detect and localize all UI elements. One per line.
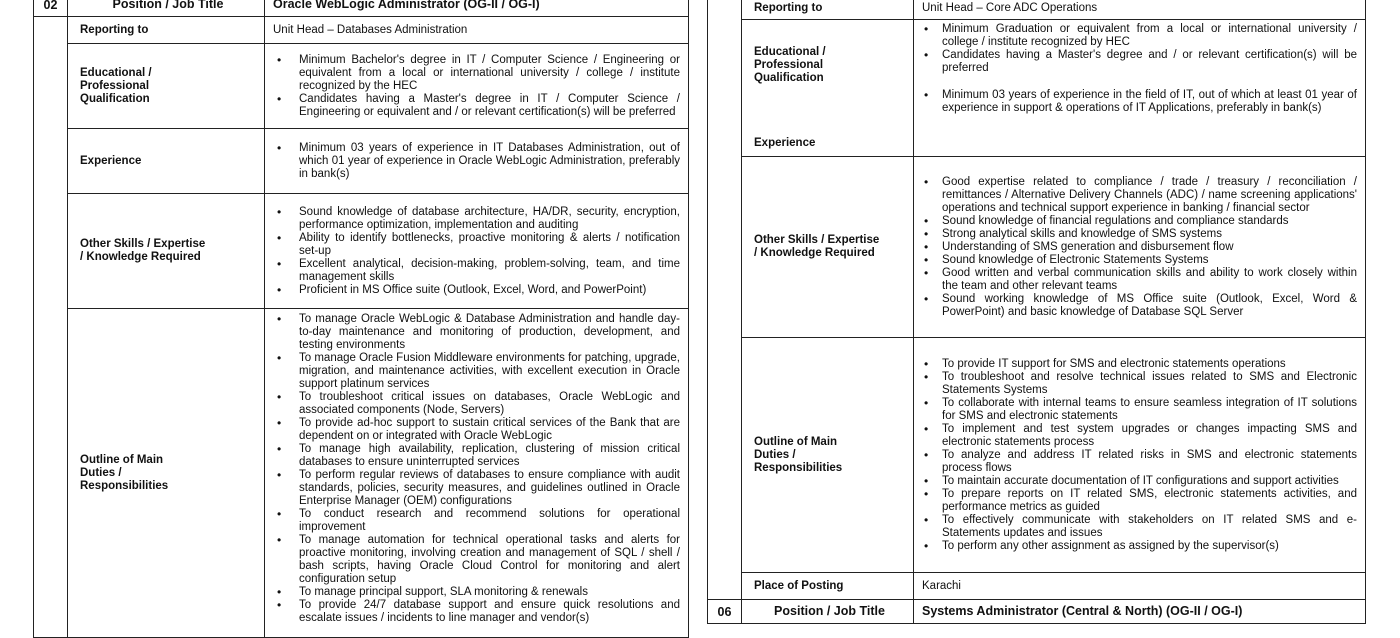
posting-value: Karachi [914, 573, 1366, 600]
duties-list [273, 313, 680, 625]
list-item: • Sound knowledge of Electronic Statements Systems [922, 254, 1357, 267]
education-value [265, 44, 689, 129]
list-item: • Good expertise related to compliance / trade / treasury / reconciliation / remittances / Alternative Delivery Channels (ADC) / name screening applications' operations and technical support experience in banking / financial sector [922, 176, 1357, 215]
list-item: • To manage automation for technical operational tasks and alerts for proactive monitoring, involving creation and management of SQL / shell / bash scripts, having Oracle Cloud Control for monitoring and alert configuration setup [273, 534, 680, 586]
position-row [34, 0, 689, 17]
skills-label: Other Skills / Expertise / Knowledge Required [742, 157, 914, 338]
education-experience-row [708, 20, 1366, 157]
experience-value [265, 129, 689, 194]
list-item: • Sound knowledge of financial regulations and compliance standards [922, 215, 1357, 228]
list-item: • To maintain accurate documentation of IT configurations and support activities [922, 475, 1357, 488]
skills-value [914, 157, 1366, 338]
job-number: 02 [34, 0, 68, 17]
list-item: • To troubleshoot and resolve technical issues related to SMS and Electronic Statements Systems [922, 371, 1357, 397]
experience-label: Experience [68, 129, 265, 194]
left-job-table [33, 0, 689, 624]
next-position-value: Systems Administrator (Central & North) (OG-II / OG-I) [914, 600, 1366, 624]
list-item: • To collaborate with internal teams to ensure seamless integration of IT solutions for SMS and electronic statements [922, 397, 1357, 423]
skills-label: Other Skills / Expertise / Knowledge Required [68, 194, 265, 309]
experience-row [34, 129, 689, 194]
number-spacer [34, 17, 68, 638]
list-item: • Sound working knowledge of MS Office suite (Outlook, Excel, Word & PowerPoint) and basic knowledge of Database SQL Server [922, 293, 1357, 319]
list-item: • Minimum Bachelor's degree in IT / Computer Science / Engineering or equivalent from a local or international university / college / institute recognized by the HEC [273, 54, 680, 93]
list-item: • To manage Oracle WebLogic & Database Administration and handle day-to-day maintenance and monitoring of production, development, and testing environments [273, 313, 680, 352]
reporting-label: Reporting to [68, 17, 265, 44]
reporting-label: Reporting to [742, 0, 914, 20]
list-item: • Understanding of SMS generation and disbursement flow [922, 241, 1357, 254]
list-item: • To manage high availability, replication, clustering of mission critical databases to ensure uninterrupted services [273, 443, 680, 469]
reporting-row [708, 0, 1366, 20]
skills-row [708, 157, 1366, 338]
reporting-value: Unit Head – Databases Administration [265, 17, 689, 44]
list-item: • Ability to identify bottlenecks, proactive monitoring & alerts / notification set-up [273, 232, 680, 258]
list-item: • To manage Oracle Fusion Middleware environments for patching, upgrade, migration, and maintenance activities, with excellent execution in Oracle support platinum services [273, 352, 680, 391]
duties-row [708, 338, 1366, 573]
education-label: Educational / Professional Qualification [68, 44, 265, 129]
next-position-label: Position / Job Title [742, 600, 914, 624]
next-job-number: 06 [708, 600, 742, 624]
position-label: Position / Job Title [68, 0, 265, 17]
duties-row [34, 309, 689, 638]
duties-label: Outline of Main Duties / Responsibilities [68, 309, 265, 638]
list-item: • To perform regular reviews of databases to ensure compliance with audit standards, policies, security measures, and guidelines outlined in Oracle Enterprise Manager (OEM) configurations [273, 469, 680, 508]
position-value: Oracle WebLogic Administrator (OG-II / OG-I) [265, 0, 689, 17]
duties-value [914, 338, 1366, 573]
list-item: • Minimum 03 years of experience in the field of IT, out of which at least 01 year of experience in support & operations of IT Applications, preferably in bank(s) [922, 89, 1357, 115]
list-item: • Sound knowledge of database architecture, HA/DR, security, encryption, performance optimization, implementation and auditing [273, 206, 680, 232]
education-list [922, 23, 1357, 75]
list-item: • Minimum 03 years of experience in IT Databases Administration, out of which 01 year of experience in Oracle WebLogic Administration, preferably in bank(s) [273, 142, 680, 181]
list-item: • Minimum Graduation or equivalent from a local or international university / college / institute recognized by HEC [922, 23, 1357, 49]
list-item: • To troubleshoot critical issues on databases, Oracle WebLogic and associated components (Node, Servers) [273, 391, 680, 417]
education-row [34, 44, 689, 129]
reporting-value: Unit Head – Core ADC Operations [914, 0, 1366, 20]
list-gap [922, 75, 1357, 89]
skills-list [922, 176, 1357, 319]
next-position-row [708, 600, 1366, 624]
list-item: • To provide IT support for SMS and electronic statements operations [922, 358, 1357, 371]
list-item: • Strong analytical skills and knowledge of SMS systems [922, 228, 1357, 241]
skills-row [34, 194, 689, 309]
list-item: • Candidates having a Master's degree in IT / Computer Science / Engineering or equivalent and / or relevant certification(s) will be preferred [273, 93, 680, 119]
skills-value [265, 194, 689, 309]
number-spacer [708, 0, 742, 600]
list-item: • To prepare reports on IT related SMS, electronic statements activities, and performance metrics as guided [922, 488, 1357, 514]
experience-list [922, 89, 1357, 115]
duties-list [922, 358, 1357, 553]
posting-label: Place of Posting [742, 573, 914, 600]
list-item: • To provide 24/7 database support and ensure quick resolutions and escalate issues / incidents to line manager and vendor(s) [273, 599, 680, 625]
education-list [273, 54, 680, 119]
posting-row [708, 573, 1366, 600]
list-item: • Proficient in MS Office suite (Outlook, Excel, Word, and PowerPoint) [273, 284, 680, 297]
duties-label: Outline of Main Duties / Responsibilities [742, 338, 914, 573]
reporting-row [34, 17, 689, 44]
list-item: • To effectively communicate with stakeholders on IT related SMS and e-Statements updates and issues [922, 514, 1357, 540]
list-item: • To manage principal support, SLA monitoring & renewals [273, 586, 680, 599]
experience-list [273, 142, 680, 181]
duties-value [265, 309, 689, 638]
list-item: • To provide ad-hoc support to sustain critical services of the Bank that are dependent on or integrated with Oracle WebLogic [273, 417, 680, 443]
list-item: • Candidates having a Master's degree and / or relevant certification(s) will be preferred [922, 49, 1357, 75]
education-experience-value [914, 20, 1366, 157]
list-item: • To implement and test system upgrades or changes impacting SMS and electronic statements process [922, 423, 1357, 449]
list-item: • To analyze and address IT related risks in SMS and electronic statements process flows [922, 449, 1357, 475]
education-label: Educational / Professional Qualification [754, 46, 826, 84]
skills-list [273, 206, 680, 297]
right-job-table [707, 0, 1366, 619]
experience-label: Experience [754, 137, 816, 149]
list-item: • To perform any other assignment as assigned by the supervisor(s) [922, 540, 1357, 553]
list-item: • Good written and verbal communication skills and ability to work closely within the team and other relevant teams [922, 267, 1357, 293]
list-item: • To conduct research and recommend solutions for operational improvement [273, 508, 680, 534]
education-experience-label [742, 20, 914, 157]
list-item: • Excellent analytical, decision-making, problem-solving, team, and time management skills [273, 258, 680, 284]
